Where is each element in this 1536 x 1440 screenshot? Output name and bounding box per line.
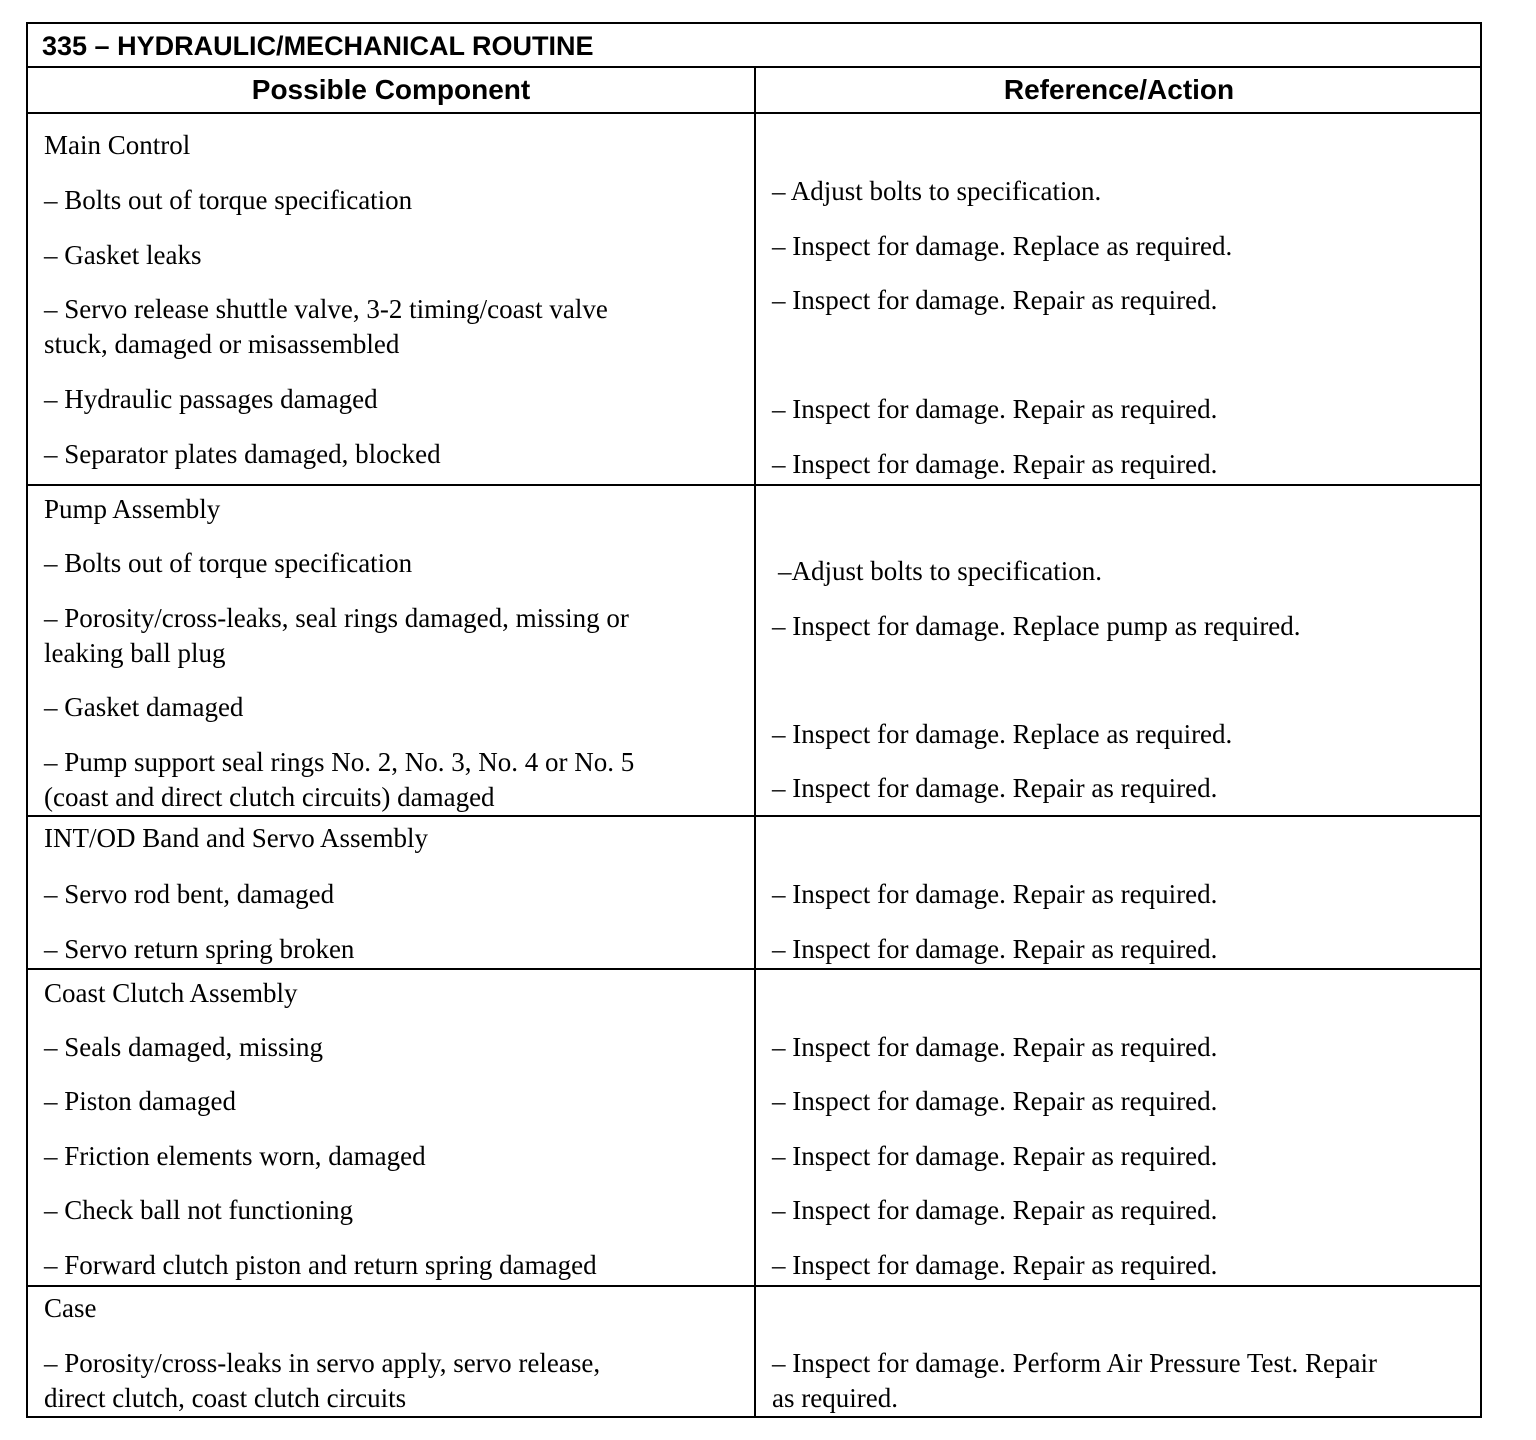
component-cell: – Hydraulic passages damaged xyxy=(44,384,378,414)
component-cell: – Gasket damaged xyxy=(44,692,244,722)
section-heading: Case xyxy=(44,1293,97,1323)
column-header-component: Possible Component xyxy=(251,74,531,105)
component-cell: – Pump support seal rings No. 2, No. 3, No. 4 or No. 5 xyxy=(44,747,635,777)
section-pump-assembly xyxy=(28,486,1480,817)
section-heading: INT/OD Band and Servo Assembly xyxy=(44,823,428,853)
action-cell: – Inspect for damage. Repair as required. xyxy=(772,1086,1218,1116)
action-cell: – Inspect for damage. Repair as required. xyxy=(772,1250,1218,1280)
component-cell: – Porosity/cross-leaks, seal rings damaged, missing or xyxy=(44,603,629,633)
component-cell: – Seals damaged, missing xyxy=(44,1032,323,1062)
action-cell: – Inspect for damage. Repair as required. xyxy=(772,285,1218,315)
component-cell: – Servo release shuttle valve, 3-2 timing/coast valve xyxy=(44,294,608,324)
table-title: 335 – HYDRAULIC/MECHANICAL ROUTINE xyxy=(28,24,1480,68)
action-cell: – Inspect for damage. Repair as required. xyxy=(772,1141,1218,1171)
section-heading: Coast Clutch Assembly xyxy=(44,978,298,1008)
section-case xyxy=(28,1287,1480,1418)
action-cell: – Inspect for damage. Replace as required. xyxy=(772,231,1233,261)
component-cell: – Separator plates damaged, blocked xyxy=(44,439,441,469)
action-cell: – Inspect for damage. Repair as required. xyxy=(772,1195,1218,1225)
component-cell: – Bolts out of torque specification xyxy=(44,185,413,215)
action-cell: – Adjust bolts to specification. xyxy=(772,176,1102,206)
component-cell-continued: direct clutch, coast clutch circuits xyxy=(44,1383,407,1413)
component-cell: – Forward clutch piston and return spring damaged xyxy=(44,1250,597,1280)
component-cell-continued: leaking ball plug xyxy=(44,638,226,668)
section-main-control xyxy=(28,114,1480,486)
component-cell: – Friction elements worn, damaged xyxy=(44,1141,426,1171)
component-cell: – Bolts out of torque specification xyxy=(44,548,413,578)
action-cell: – Inspect for damage. Repair as required. xyxy=(772,879,1218,909)
action-cell: – Inspect for damage. Replace pump as required. xyxy=(772,611,1301,641)
action-cell: –Adjust bolts to specification. xyxy=(778,556,1102,586)
action-cell: – Inspect for damage. Repair as required. xyxy=(772,934,1218,964)
action-cell: – Inspect for damage. Repair as required. xyxy=(772,773,1218,803)
section-heading: Pump Assembly xyxy=(44,494,221,524)
section-int-od-band xyxy=(28,817,1480,970)
component-cell: – Gasket leaks xyxy=(44,240,202,270)
component-cell-continued: (coast and direct clutch circuits) damaged xyxy=(44,782,495,812)
component-cell-continued: stuck, damaged or misassembled xyxy=(44,329,400,359)
troubleshooting-table xyxy=(26,22,1482,1418)
action-cell: – Inspect for damage. Repair as required. xyxy=(772,449,1218,479)
component-cell: – Servo return spring broken xyxy=(44,934,355,964)
component-cell: – Check ball not functioning xyxy=(44,1195,353,1225)
component-cell: – Piston damaged xyxy=(44,1086,236,1116)
action-cell-continued: as required. xyxy=(772,1383,898,1413)
action-cell: – Inspect for damage. Replace as required. xyxy=(772,719,1233,749)
section-heading: Main Control xyxy=(44,130,191,160)
action-cell: – Inspect for damage. Repair as required. xyxy=(772,394,1218,424)
column-header-action: Reference/Action xyxy=(1003,74,1235,105)
action-cell: – Inspect for damage. Perform Air Pressure Test. Repair xyxy=(772,1348,1377,1378)
component-cell: – Porosity/cross-leaks in servo apply, servo release, xyxy=(44,1348,601,1378)
component-cell: – Servo rod bent, damaged xyxy=(44,879,335,909)
action-cell: – Inspect for damage. Repair as required. xyxy=(772,1032,1218,1062)
section-coast-clutch xyxy=(28,970,1480,1287)
